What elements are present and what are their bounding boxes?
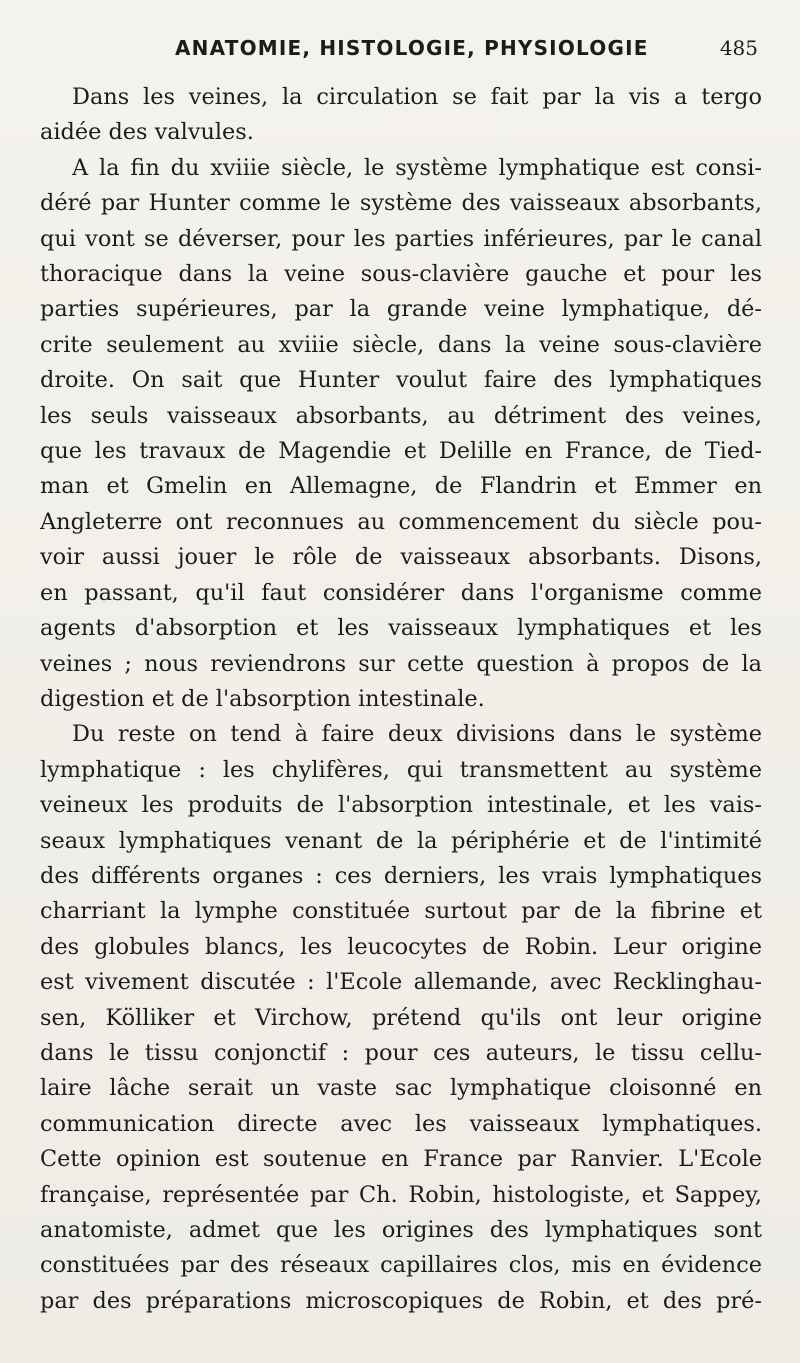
text-line: anatomiste, admet que les origines des lymphatiques sont <box>40 1217 762 1243</box>
text-line: Du reste on tend à faire deux divisions dans le système <box>72 721 762 748</box>
text-line: en passant, qu'il faut considérer dans l'organisme comme <box>40 579 762 606</box>
text-line: man et Gmelin en Allemagne, de Flandrin et Emmer en <box>40 473 762 500</box>
text-line: constituées par des réseaux capillaires clos, mis en évidence <box>40 1252 762 1279</box>
text-line: parties supérieures, par la grande veine lymphatique, dé- <box>40 296 762 323</box>
text-line: qui vont se déverser, pour les parties inférieures, par le canal <box>40 225 762 252</box>
text-line: française, représentée par Ch. Robin, histologiste, et Sappey, <box>40 1181 762 1208</box>
text-line: aidée des valvules. <box>40 119 254 146</box>
text-line: Cette opinion est soutenue en France par Ranvier. L'Ecole <box>40 1146 762 1173</box>
text-line: veines ; nous reviendrons sur cette question à propos de la <box>40 650 762 677</box>
text-line: déré par Hunter comme le système des vaisseaux absorbants, <box>40 190 762 217</box>
text-line: que les travaux de Magendie et Delille en France, de Tied- <box>40 438 762 465</box>
body-text <box>40 80 762 1319</box>
text-line: agents d'absorption et les vaisseaux lymphatiques et les <box>40 615 762 642</box>
text-line: digestion et de l'absorption intestinale. <box>40 685 485 712</box>
text-line: sen, Kölliker et Virchow, prétend qu'ils ont leur origine <box>40 1004 762 1031</box>
text-line: A la fin du xviiie siècle, le système lymphatique est consi- <box>72 154 762 181</box>
text-line: Dans les veines, la circulation se fait par la vis a tergo <box>72 84 762 110</box>
text-line: les seuls vaisseaux absorbants, au détriment des veines, <box>40 402 762 429</box>
page-number: 485 <box>719 36 758 60</box>
text-line: communication directe avec les vaisseaux lymphatiques. <box>40 1110 762 1137</box>
text-line: droite. On sait que Hunter voulut faire des lymphatiques <box>40 367 762 394</box>
text-line: crite seulement au xviiie siècle, dans la veine sous-clavière <box>40 331 762 358</box>
text-line: thoracique dans la veine sous-clavière gauche et pour les <box>40 261 762 288</box>
text-line: est vivement discutée : l'Ecole allemande, avec Recklinghau- <box>40 969 762 996</box>
text-line: dans le tissu conjonctif : pour ces auteurs, le tissu cellu- <box>40 1039 762 1066</box>
text-line: veineux les produits de l'absorption intestinale, et les vais- <box>40 792 762 819</box>
page-header <box>40 30 762 80</box>
text-line: laire lâche serait un vaste sac lymphatique cloisonné en <box>40 1075 762 1102</box>
text-line: par des préparations microscopiques de Robin, et des pré- <box>40 1287 762 1314</box>
text-line: charriant la lymphe constituée surtout par de la fibrine et <box>40 898 762 925</box>
text-line: Angleterre ont reconnues au commencement du siècle pou- <box>40 508 762 535</box>
text-line: lymphatique : les chylifères, qui transmettent au système <box>40 756 762 783</box>
text-line: seaux lymphatiques venant de la périphérie et de l'intimité <box>40 827 762 854</box>
text-line: des globules blancs, les leucocytes de Robin. Leur origine <box>40 933 762 960</box>
text-line: voir aussi jouer le rôle de vaisseaux absorbants. Disons, <box>40 544 762 571</box>
text-line: des différents organes : ces derniers, les vrais lymphatiques <box>40 862 762 889</box>
running-title: ANATOMIE, HISTOLOGIE, PHYSIOLOGIE <box>175 36 649 60</box>
